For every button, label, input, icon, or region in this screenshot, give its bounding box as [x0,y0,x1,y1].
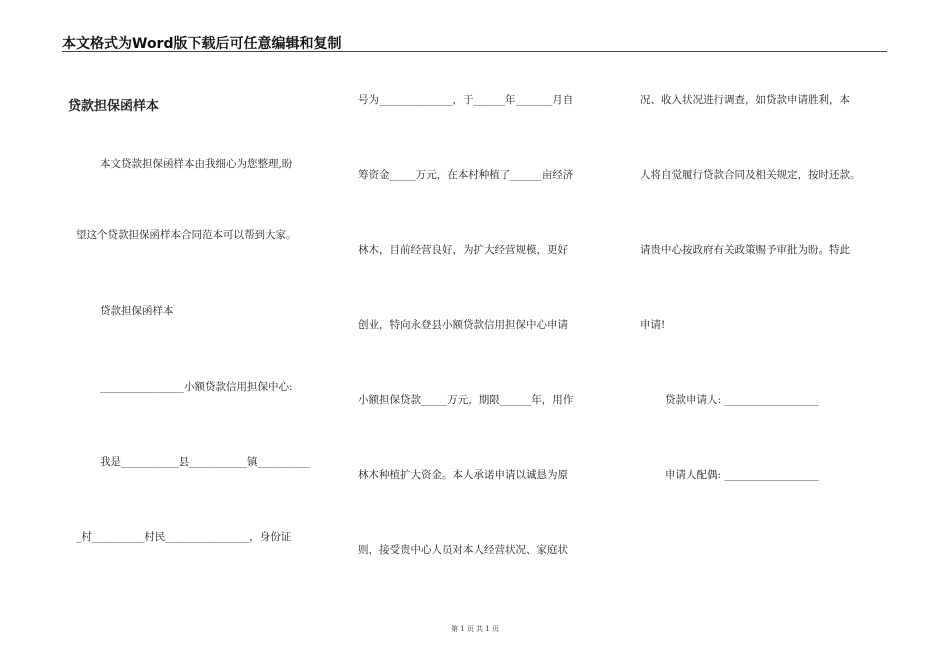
paragraph-line: 况、收入状况进行调查，如贷款申请胜利，本 [640,94,850,106]
paragraph-line: 本文贷款担保函样本由我细心为您整理,盼 [100,158,293,170]
applicant-signature-line: 贷款申请人: __________________ [665,394,819,406]
paragraph-line: 申请! [640,319,666,331]
page-number: 第 1 页 共 1 页 [450,625,500,633]
paragraph-line: 创业，特向永登县小额贷款信用担保中心申请 [358,319,568,331]
paragraph-line: 林木种植扩大资金。本人承诺申请以诚恳为原 [358,469,568,481]
paragraph-line: 则，接受贵中心人员对本人经营状况、家庭状 [358,544,568,556]
addressee-line: ________________小额贷款信用担保中心: [100,381,293,393]
paragraph-line: 林木，目前经营良好，为扩大经营规模，更好 [358,244,568,256]
paragraph-line: 号为______________，于______年_______月自 [358,94,574,106]
paragraph-line: 人将自觉履行贷款合同及相关规定，按时还款。 [640,169,861,181]
paragraph-line: _村__________村民________________，身份证 [76,531,292,543]
document-title: 贷款担保函样本 [68,99,160,114]
section-heading: 贷款担保函样本 [100,305,174,317]
paragraph-line: 小额担保贷款_____万元，期限______年，用作 [358,394,574,406]
document-header: 本文格式为Word版下载后可任意编辑和复制 [62,36,342,52]
spouse-signature-line: 申请人配偶: __________________ [665,469,819,481]
paragraph-line: 筹资金_____万元，在本村种植了______亩经济 [358,169,574,181]
paragraph-line: 请贵中心按政府有关政策赐予审批为盼。特此 [640,244,850,256]
paragraph-line: 望这个贷款担保函样本合同范本可以帮到大家。 [76,229,297,241]
paragraph-line: 我是___________县___________镇__________ [100,456,310,468]
header-divider [62,51,887,52]
